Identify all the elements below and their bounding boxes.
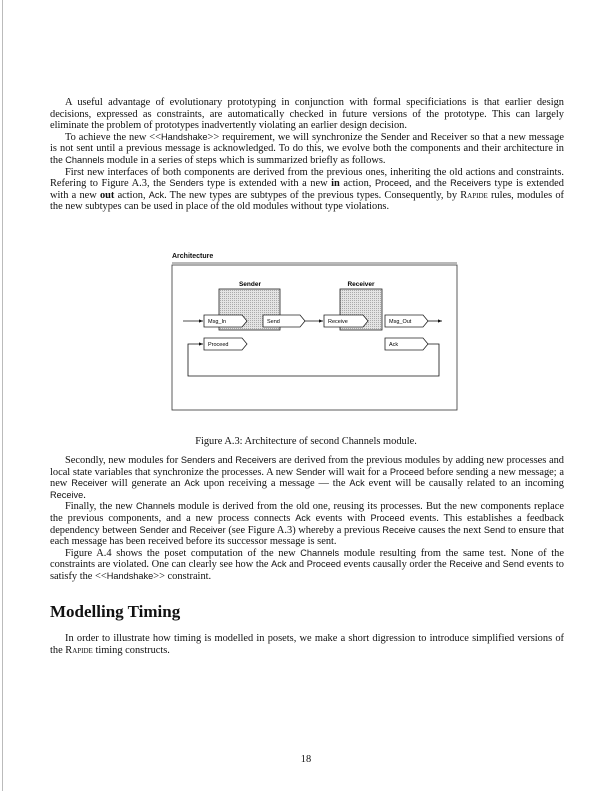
receive-label: Receive	[328, 319, 348, 325]
identifier-text: Rapide	[460, 189, 488, 201]
text-run: A useful advantage of evolutionary prototyping in conjunction with formal specificiations is that earlier design decisions, expressed as constraints, are automatically checked in future versions of the prototype. This can largely eliminate the problem of prototypes inadvertently violating an earlier design decision.	[50, 97, 564, 132]
section-heading: Modelling Timing	[50, 602, 181, 621]
paragraph	[50, 455, 564, 501]
text-run: and	[215, 455, 236, 466]
identifier-text: Channels	[300, 547, 340, 558]
paragraph	[50, 501, 564, 547]
text-run: to ensure that each message has been received before its successor message is sent.	[50, 524, 564, 548]
identifier-text: Send	[502, 559, 525, 570]
text-run: will wait for a	[325, 466, 390, 478]
msg-out-label: Msg_Out	[389, 319, 412, 325]
identifier-text: Send	[483, 524, 506, 535]
identifier-text: Channels	[65, 154, 105, 165]
text-run: .	[83, 489, 86, 501]
text-run: module in a series of steps which is summarized briefly as follows.	[104, 154, 386, 166]
body-text-middle	[50, 455, 564, 583]
identifier-text: Sender	[139, 524, 170, 535]
text-run: First new interfaces of both components are derived from the previous ones, inheriting the old actions and constraints. Refering to Figure A.3, the	[50, 166, 564, 190]
text-run: , and the	[409, 178, 451, 190]
page-number: 18	[300, 754, 312, 765]
identifier-text: Rapide	[65, 644, 93, 656]
identifier-text: Senders	[169, 178, 204, 189]
figure-title: Architecture	[172, 253, 214, 260]
text-run: >> constraint.	[153, 570, 212, 582]
receiver-label: Receiver	[347, 281, 375, 288]
text-run: To achieve the new <<	[65, 131, 161, 143]
text-run: and	[169, 524, 190, 536]
identifier-text: out	[99, 189, 115, 201]
identifier-text: Ack	[295, 512, 311, 523]
proceed-label: Proceed	[208, 342, 229, 348]
text-run: before sending a new message; a new	[50, 466, 564, 490]
identifier-text: in	[331, 178, 340, 190]
identifier-text: Sender	[295, 466, 326, 477]
text-run: causes the next	[415, 524, 484, 536]
text-run: rules, modules of the new subtypes can be used in place of the old modules without type violations.	[50, 189, 564, 213]
body-text-bottom	[50, 633, 564, 656]
identifier-text: Ack	[349, 478, 365, 489]
text-run: (see Figure A.3) whereby a previous	[225, 524, 383, 536]
text-run: module resulting from the same test. None of the constraints are violated. One can clearly see how the	[50, 547, 564, 571]
identifier-text: Ack	[271, 559, 287, 570]
identifier-text: Receive	[449, 559, 483, 570]
text-run: event will be causally related to an incoming	[364, 478, 564, 490]
identifier-text: Receiver	[71, 478, 108, 489]
identifier-text: Channels	[136, 501, 175, 512]
text-run: module is derived from the old one, reusing its processes. But the new components replace the previous components, and a new process connects	[50, 501, 564, 524]
identifier-text: Receive	[382, 524, 416, 535]
figure-frame	[172, 265, 457, 410]
ack-label: Ack	[389, 342, 399, 348]
text-run: events. This establishes a feedback dependency between	[50, 512, 564, 536]
text-run: events causally order the	[340, 559, 450, 571]
text-run: and	[482, 559, 503, 571]
text-run: action,	[114, 189, 149, 201]
identifier-text: Senders	[180, 455, 216, 465]
text-run: Figure A.4 shows the poset computation of the new	[65, 547, 301, 559]
text-run: timing constructs.	[92, 644, 170, 656]
msg-in-label: Msg_In	[208, 319, 227, 325]
identifier-text: Proceed	[370, 512, 405, 523]
identifier-text: Receive	[50, 489, 84, 500]
identifier-text: Proceed	[306, 559, 341, 570]
text-run: are derived from the previous modules by adding new processes and local state variables that synchronize the processes. A new	[50, 455, 564, 478]
text-run: Secondly, new modules for	[65, 455, 181, 466]
identifier-text: Receivers	[235, 455, 277, 465]
identifier-text: Receiver	[189, 524, 226, 535]
text-run: action,	[339, 178, 375, 190]
text-run: type is extended with a new	[203, 178, 332, 190]
text-run: and	[286, 559, 307, 571]
text-run: Finally, the new	[65, 501, 136, 513]
identifier-text: Handshake	[106, 570, 154, 581]
identifier-text: Handshake	[161, 131, 208, 142]
identifier-text: Proceed	[374, 178, 410, 189]
send-label: Send	[267, 319, 280, 325]
figure-caption: Figure A.3: Architecture of second Channels module.	[195, 436, 417, 447]
identifier-text: Receivers	[450, 178, 491, 189]
text-run: events with	[310, 512, 371, 524]
paragraph	[50, 633, 564, 656]
text-run: In order to illustrate how timing is modelled in posets, we make a short digression to introduce simplified versions of the	[50, 633, 564, 656]
text-run: >> requirement, we will synchronize the Sender and Receiver so that a new message is not sent until a previous message is acknowledged. To do this, we evolve both the components and their architecture in the	[50, 131, 564, 166]
text-run: . The new types are subtypes of the previous types. Consequently, by	[164, 189, 461, 201]
text-run: will generate an	[107, 478, 185, 490]
sender-label: Sender	[238, 281, 262, 288]
identifier-text: Ack	[148, 189, 165, 200]
identifier-text: Proceed	[389, 466, 425, 477]
text-run: type is extended with a new	[50, 178, 564, 201]
text-run: upon receiving a message — the	[199, 478, 350, 490]
paragraph	[50, 548, 564, 583]
identifier-text: Ack	[184, 478, 200, 489]
text-run: events to satisfy the <<	[50, 559, 564, 582]
